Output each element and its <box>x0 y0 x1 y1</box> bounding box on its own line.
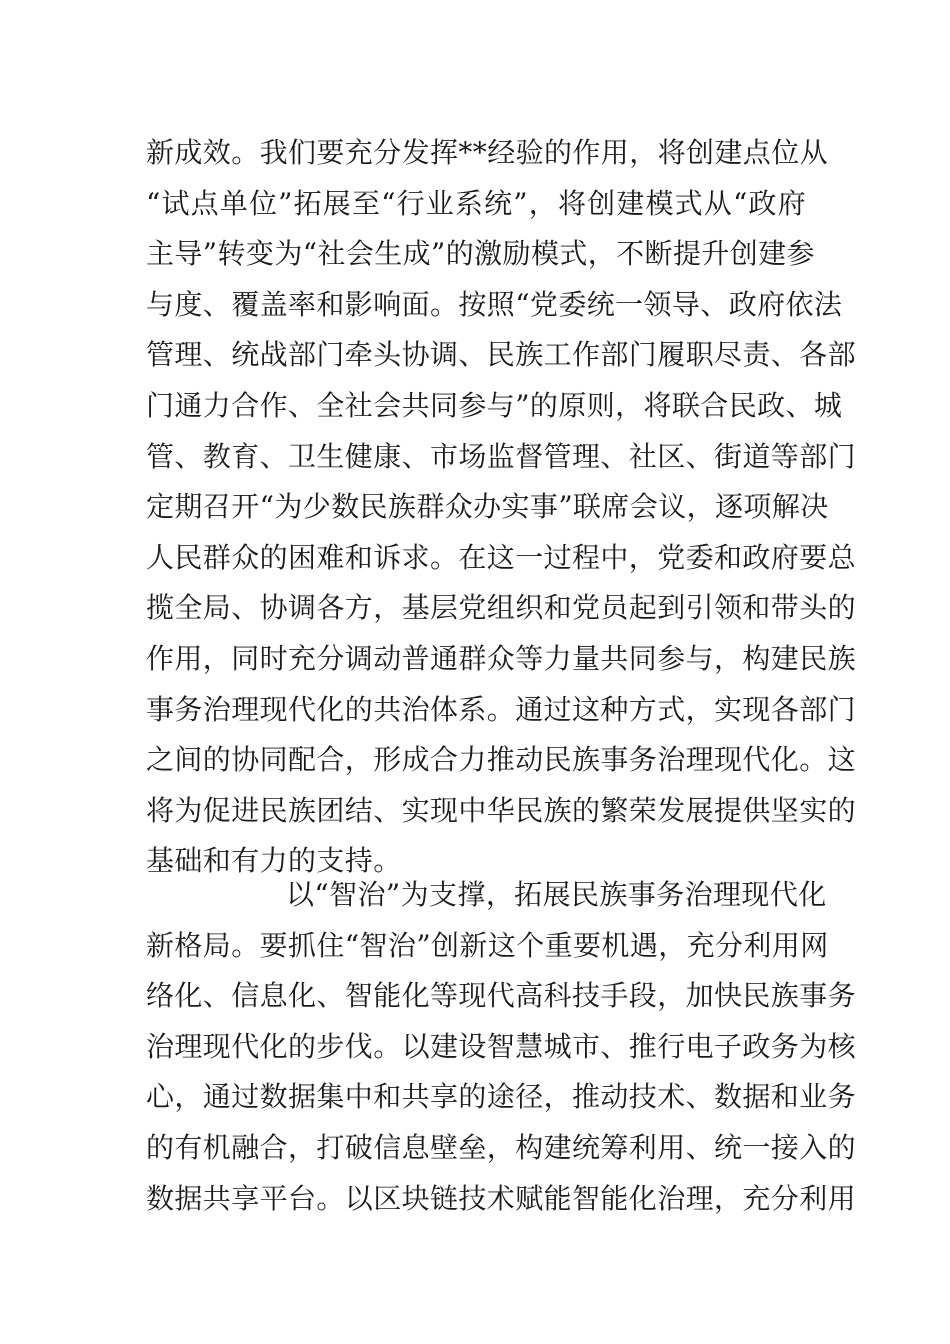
paragraph-line: 治理现代化的步伐。以建设智慧城市、推行电子政务为核 <box>146 1029 857 1063</box>
paragraph-line: 与度、覆盖率和影响面。按照“党委统一领导、政府依法 <box>146 287 843 321</box>
paragraph-line: 定期召开“为少数民族群众办实事”联席会议，逐项解决 <box>146 490 829 524</box>
paragraph-line: 数据共享平台。以区块链技术赋能智能化治理，充分利用 <box>146 1181 857 1215</box>
paragraph-line: 作用，同时充分调动普通群众等力量共同参与，构建民族 <box>146 641 857 675</box>
paragraph-line: 管理、统战部门牵头协调、民族工作部门履职尽责、各部 <box>146 338 857 372</box>
paragraph-line: 事务治理现代化的共治体系。通过这种方式，实现各部门 <box>146 692 857 726</box>
paragraph-line: 揽全局、协调各方，基层党组织和党员起到引领和带头的 <box>146 591 857 625</box>
paragraph-line: 之间的协同配合，形成合力推动民族事务治理现代化。这 <box>146 743 857 777</box>
paragraph-line: 主导”转变为“社会生成”的激励模式，不断提升创建参 <box>146 237 815 271</box>
paragraph-1 <box>146 128 857 887</box>
paragraph-line: 将为促进民族团结、实现中华民族的繁荣发展提供坚实的 <box>146 793 857 827</box>
paragraph-line: 新格局。要抓住“智治”创新这个重要机遇，充分利用网 <box>146 928 829 962</box>
paragraph-line: “试点单位”拓展至“行业系统”，将创建模式从“政府 <box>146 186 806 220</box>
paragraph-line: 以“智治”为支撑，拓展民族事务治理现代化 <box>286 878 827 911</box>
paragraph-line: 基础和有力的支持。 <box>146 844 402 878</box>
paragraph-line: 门通力合作、全社会共同参与”的原则，将联合民政、城 <box>146 388 843 422</box>
paragraph-line: 新成效。我们要充分发挥**经验的作用，将创建点位从 <box>146 136 829 169</box>
paragraph-line: 的有机融合，打破信息壁垒，构建统筹利用、统一接入的 <box>146 1130 857 1164</box>
paragraph-2 <box>146 870 857 1224</box>
paragraph-line: 人民群众的困难和诉求。在这一过程中，党委和政府要总 <box>146 540 857 574</box>
paragraph-line: 管、教育、卫生健康、市场监督管理、社区、街道等部门 <box>146 439 857 473</box>
paragraph-line: 络化、信息化、智能化等现代高科技手段，加快民族事务 <box>146 979 857 1013</box>
paragraph-line: 心，通过数据集中和共享的途径，推动技术、数据和业务 <box>146 1080 857 1114</box>
